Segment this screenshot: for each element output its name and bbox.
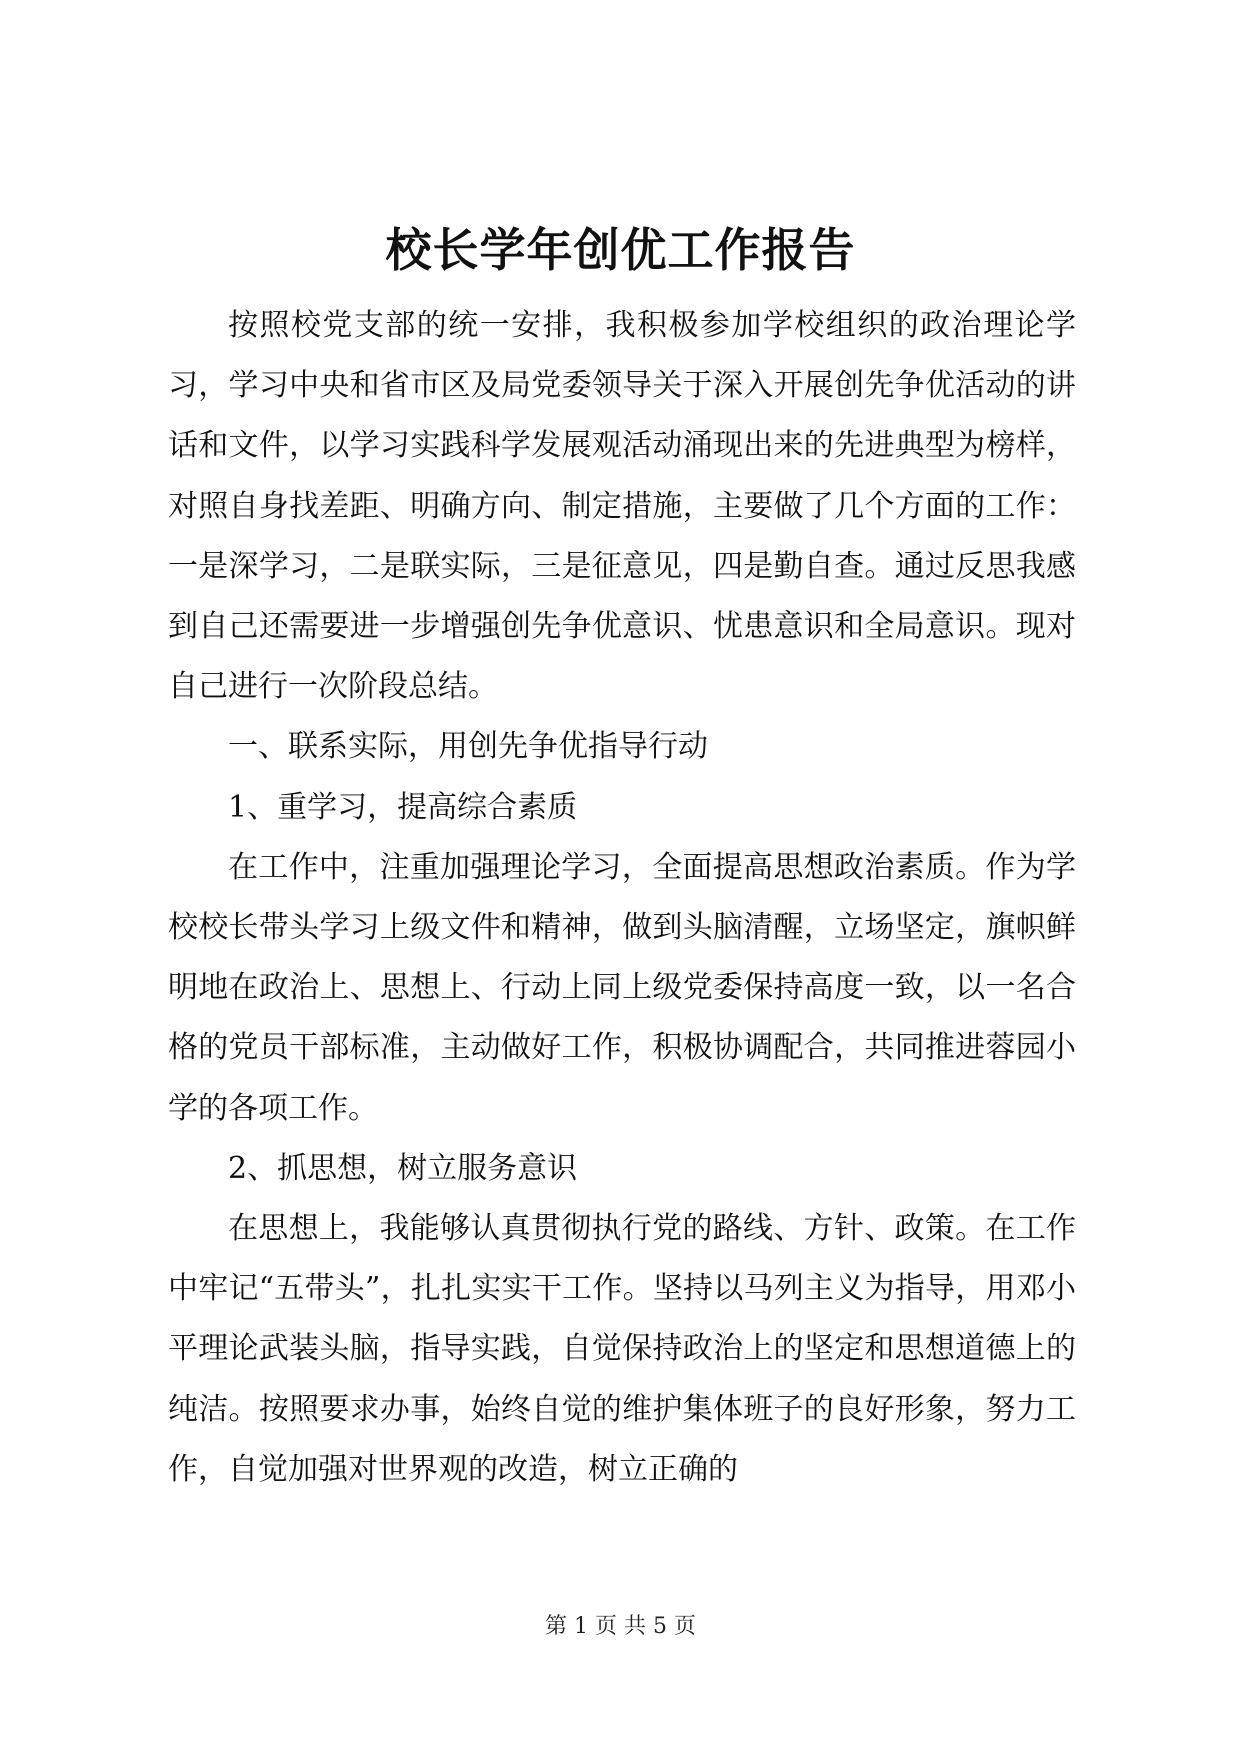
paragraph-study: 在工作中，注重加强理论学习，全面提高思想政治素质。作为学校校长带头学习上级文件和精神，做到头脑清醒，立场坚定，旗帜鲜明地在政治上、思想上、行动上同上级党委保持高度一致，以一名合格的党员干部标准，主动做好工作，积极协调配合，共同推进蓉园小学的各项工作。 bbox=[168, 849, 1076, 1126]
document-title: 校长学年创优工作报告 bbox=[385, 223, 856, 277]
page-footer: 第 1 页 共 5 页 bbox=[545, 1614, 696, 1639]
paragraph-thought: 在思想上，我能够认真贯彻执行党的路线、方针、政策。在工作中牢记“五带头”，扎扎实实干工作。坚持以马列主义为指导，用邓小平理论武装头脑，指导实践，自觉保持政治上的坚定和思想道德上的纯洁。按照要求办事，始终自觉的维护集体班子的良好形象，努力工作，自觉加强对世界观的改造，树立正确的 bbox=[168, 1211, 1076, 1487]
paragraph-intro: 按照校党支部的统一安排，我积极参加学校组织的政治理论学习，学习中央和省市区及局党委领导关于深入开展创先争优活动的讲话和文件，以学习实践科学发展观活动涌现出来的先进典型为榜样，对照自身找差距、明确方向、制定措施，主要做了几个方面的工作：一是深学习，二是联实际，三是征意见，四是勤自查。通过反思我感到自己还需要进一步增强创先争优意识、忧患意识和全局意识。现对自己进行一次阶段总结。 bbox=[168, 308, 1076, 705]
section-heading-1: 一、联系实际，用创先争优指导行动 bbox=[228, 729, 708, 765]
subsection-heading-2: 2、抓思想，树立服务意识 bbox=[228, 1150, 578, 1186]
subsection-heading-1: 1、重学习，提高综合素质 bbox=[228, 789, 578, 825]
document-body bbox=[168, 296, 1076, 1500]
